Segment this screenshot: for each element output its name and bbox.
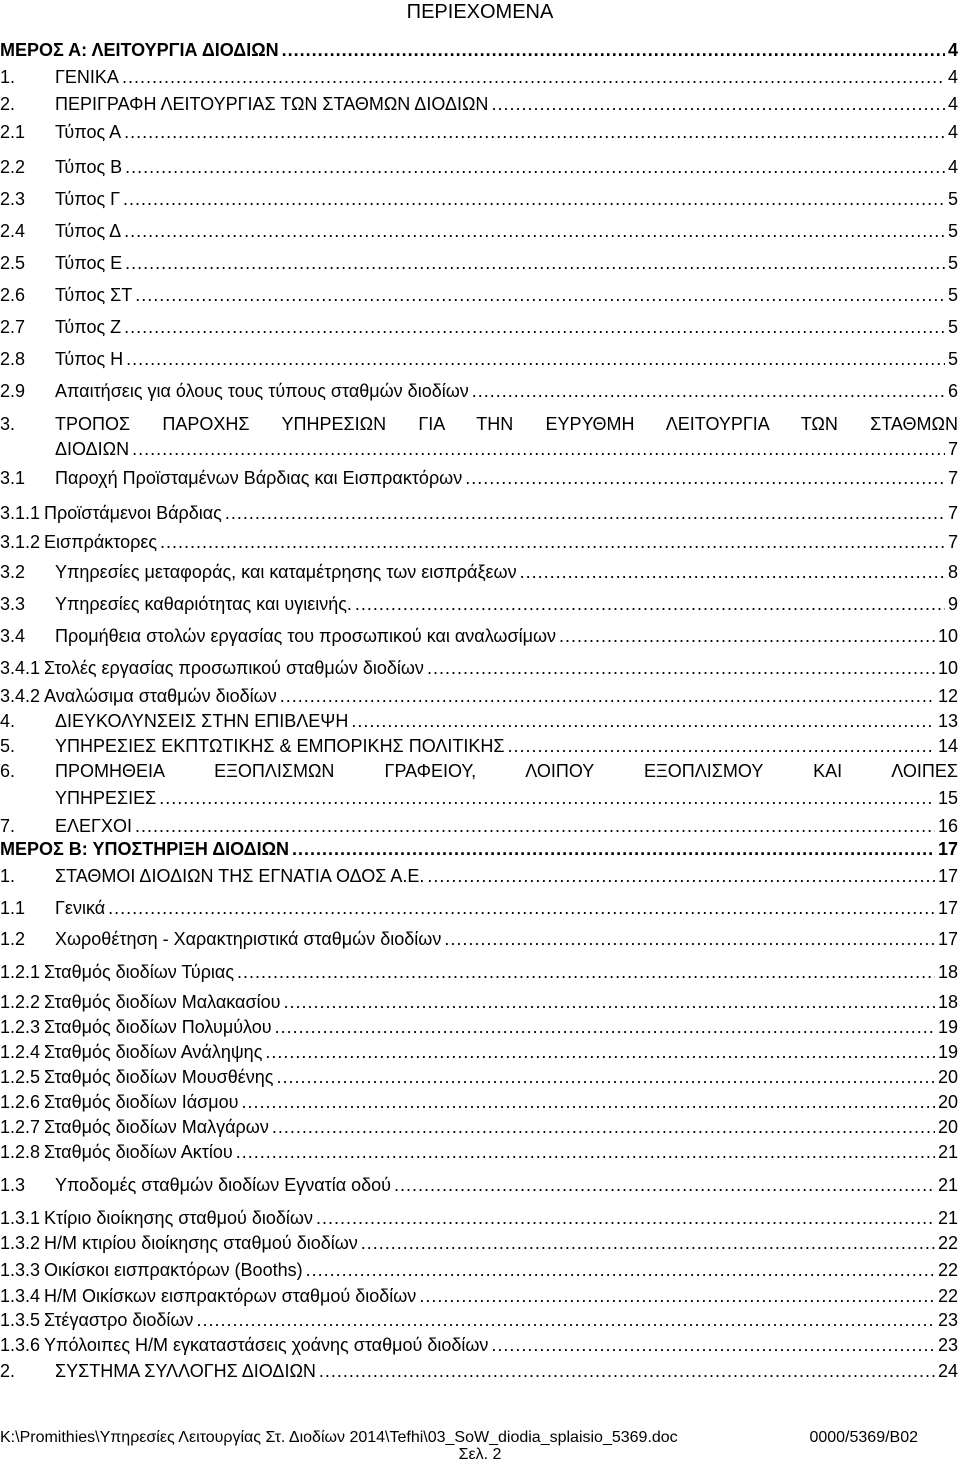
toc-entry[interactable] [0, 65, 958, 89]
toc-entry-number: 1.2 [0, 929, 26, 949]
toc-entry-number: 3.4.2 [0, 684, 44, 708]
toc-dot-leader [237, 960, 935, 984]
toc-dot-leader [316, 1206, 935, 1230]
toc-dot-leader [361, 1231, 935, 1255]
toc-entry-number: 7. [0, 816, 16, 836]
toc-entry-number: 2.4 [0, 221, 26, 241]
toc-dot-leader [135, 814, 935, 838]
toc-entry-page: 9 [945, 592, 958, 616]
toc-entry-label: Αναλώσιμα σταθμών διοδίων [44, 684, 280, 708]
toc-entry[interactable] [0, 1173, 958, 1197]
toc-entry[interactable] [0, 283, 958, 307]
toc-entry-label: ΣΤΑΘΜΟΙ ΔΙΟΔΙΩΝ ΤΗΣ ΕΓΝΑΤΙΑ ΟΔΟΣ Α.Ε. [55, 864, 427, 888]
toc-entry[interactable] [0, 155, 958, 179]
toc-entry[interactable] [0, 187, 958, 211]
toc-dot-leader [355, 592, 945, 616]
toc-entry-number: 3.4.1 [0, 656, 44, 680]
toc-entry-label: Τύπος ΣΤ [55, 283, 135, 307]
toc-entry-page: 16 [935, 814, 958, 838]
toc-entry-page: 5 [945, 219, 958, 243]
toc-dot-leader [108, 896, 935, 920]
toc-dot-leader [272, 1115, 935, 1139]
toc-dot-leader [491, 92, 945, 116]
toc-entry-number: 1.1 [0, 898, 26, 918]
toc-entry-page: 18 [935, 990, 958, 1014]
toc-entry-number: 2.9 [0, 381, 26, 401]
toc-entry-number: 1.2.1 [0, 960, 44, 984]
toc-entry-number: 6. [0, 761, 16, 781]
toc-entry-number: 1.2.3 [0, 1015, 44, 1039]
toc-entry-label: Υπόλοιπες Η/Μ εγκαταστάσεις χοάνης σταθμού διοδίων [44, 1333, 491, 1357]
toc-entry-label: Σταθμός διοδίων Πολυμύλου [44, 1015, 275, 1039]
toc-entry-label: Προϊστάμενοι Βάρδιας [44, 501, 225, 525]
toc-entry-page: 22 [935, 1284, 958, 1308]
toc-entry-number: 3.1 [0, 468, 26, 488]
toc-entry-page: 17 [935, 927, 958, 951]
toc-entry-page: 4 [945, 120, 958, 144]
toc-entry-number: 2. [0, 1361, 16, 1381]
toc-entry-page: 7 [945, 501, 958, 525]
toc-entry[interactable] [0, 1015, 958, 1039]
toc-entry-label: ΥΠΗΡΕΣΙΕΣ [55, 786, 159, 810]
toc-entry-label: Στέγαστρο διοδίων [44, 1308, 196, 1332]
toc-entry-number: 1. [0, 67, 16, 87]
toc-entry-number: 3.4 [0, 626, 26, 646]
toc-entry-label: Τύπος Β [55, 155, 125, 179]
toc-entry-label: Τύπος Η [55, 347, 126, 371]
toc-entry-label: Τύπος Δ [55, 219, 124, 243]
toc-dot-leader [427, 656, 935, 680]
toc-entry-label: Σταθμός διοδίων Ακτίου [44, 1140, 236, 1164]
toc-entry-label: ΜΕΡΟΣ Α: ΛΕΙΤΟΥΡΓΙΑ ΔΙΟΔΙΩΝ [0, 38, 282, 62]
footer [0, 1428, 958, 1448]
toc-entry-page: 18 [935, 960, 958, 984]
toc-entry-page: 4 [945, 155, 958, 179]
toc-entry[interactable] [0, 1040, 958, 1064]
toc-entry[interactable] [0, 412, 958, 436]
toc-entry[interactable] [0, 990, 958, 1014]
toc-entry-page: 10 [935, 656, 958, 680]
toc-entry-number: 1.3.4 [0, 1284, 44, 1308]
toc-entry[interactable] [0, 709, 958, 733]
toc-entry-page: 7 [945, 437, 958, 461]
toc-entry-label: Τύπος Ε [55, 251, 125, 275]
toc-entry[interactable] [0, 560, 958, 584]
toc-entry[interactable] [0, 624, 958, 648]
toc-entry-page: 17 [935, 864, 958, 888]
toc-dot-leader [292, 837, 935, 861]
toc-entry-number: 1.2.4 [0, 1040, 44, 1064]
toc-entry-label: ΥΠΗΡΕΣΙΕΣ ΕΚΠΤΩΤΙΚΗΣ & ΕΜΠΟΡΙΚΗΣ ΠΟΛΙΤΙΚΗΣ [55, 734, 508, 758]
toc-entry[interactable] [0, 1231, 958, 1255]
toc-entry-page: 20 [935, 1115, 958, 1139]
toc-entry[interactable] [0, 92, 958, 116]
toc-entry-label: Σταθμός διοδίων Μαλακασίου [44, 990, 283, 1014]
toc-entry-label: ΕΛΕΓΧΟΙ [55, 814, 135, 838]
toc-entry-page: 24 [935, 1359, 958, 1383]
toc-entry[interactable] [0, 656, 958, 680]
toc-entry-number: 3.2 [0, 562, 26, 582]
toc-entry[interactable] [0, 437, 958, 461]
toc-dot-leader [275, 1015, 935, 1039]
toc-entry-number: 1.2.5 [0, 1065, 44, 1089]
toc-entry[interactable] [0, 219, 958, 243]
toc-entry[interactable] [0, 864, 958, 888]
toc-entry-page: 7 [945, 466, 958, 490]
toc-entry-page: 14 [935, 734, 958, 758]
toc-entry-page: 7 [945, 530, 958, 554]
toc-dot-leader [520, 560, 945, 584]
toc-entry-number: 1.3.2 [0, 1231, 44, 1255]
toc-entry-number: 1.3 [0, 1175, 26, 1195]
toc-entry-label: ΤΡΟΠΟΣ ΠΑΡΟΧΗΣ ΥΠΗΡΕΣΙΩΝ ΓΙΑ ΤΗΝ ΕΥΡΥΘΜΗ ΛΕΙΤΟΥΡΓΙΑ ΤΩΝ ΣΤΑΘΜΩΝ [55, 414, 958, 434]
toc-entry[interactable] [0, 315, 958, 339]
toc-entry[interactable] [0, 38, 958, 62]
toc-entry-number: 1.2.7 [0, 1115, 44, 1139]
toc-dot-leader [159, 786, 935, 810]
toc-entry[interactable] [0, 734, 958, 758]
toc-entry-page: 15 [935, 786, 958, 810]
toc-entry-page: 5 [945, 347, 958, 371]
toc-dot-leader [236, 1140, 935, 1164]
toc-entry[interactable] [0, 120, 958, 144]
toc-entry[interactable] [0, 1333, 958, 1357]
toc-entry-page: 4 [945, 65, 958, 89]
toc-entry-label: Οικίσκοι εισπρακτόρων (Booths) [44, 1258, 306, 1282]
toc-dot-leader [559, 624, 935, 648]
toc-entry-number: 5. [0, 736, 16, 756]
toc-entry-page: 5 [945, 315, 958, 339]
toc-entry-label: Υπηρεσίες καθαριότητας και υγιεινής. [55, 592, 355, 616]
toc-entry[interactable] [0, 837, 958, 861]
toc-dot-leader [196, 1308, 935, 1332]
toc-entry-number: 2.3 [0, 189, 26, 209]
toc-entry-page: 21 [935, 1173, 958, 1197]
toc-dot-leader [125, 251, 945, 275]
toc-entry[interactable] [0, 251, 958, 275]
toc-entry-label: Στολές εργασίας προσωπικού σταθμών διοδίων [44, 656, 427, 680]
toc-entry-page: 5 [945, 283, 958, 307]
toc-entry-page: 4 [945, 38, 958, 62]
toc-entry[interactable] [0, 466, 958, 490]
toc-entry-label: ΠΕΡΙΓΡΑΦΗ ΛΕΙΤΟΥΡΓΙΑΣ ΤΩΝ ΣΤΑΘΜΩΝ ΔΙΟΔΙΩΝ [55, 92, 491, 116]
toc-entry-label: ΓΕΝΙΚΑ [55, 65, 122, 89]
toc-entry-number: 4. [0, 711, 16, 731]
toc-entry[interactable] [0, 684, 958, 708]
toc-entry-label: Παροχή Προϊσταμένων Βάρδιας και Εισπρακτόρων [55, 466, 465, 490]
toc-entry-number: 1.3.3 [0, 1258, 44, 1282]
toc-dot-leader [427, 864, 935, 888]
toc-dot-leader [351, 709, 935, 733]
toc-entry[interactable] [0, 759, 958, 783]
toc-entry[interactable] [0, 347, 958, 371]
toc-dot-leader [280, 684, 935, 708]
toc-entry-label: Γενικά [55, 896, 108, 920]
toc-entry-number: 2. [0, 94, 16, 114]
toc-entry[interactable] [0, 814, 958, 838]
toc-entry-label: ΣΥΣΤΗΜΑ ΣΥΛΛΟΓΗΣ ΔΙΟΔΙΩΝ [55, 1359, 319, 1383]
toc-entry-number: 1.2.2 [0, 990, 44, 1014]
toc-entry-label: ΜΕΡΟΣ Β: ΥΠΟΣΤΗΡΙΞΗ ΔΙΟΔΙΩΝ [0, 837, 292, 861]
toc-entry-number: 2.7 [0, 317, 26, 337]
toc-dot-leader [319, 1359, 935, 1383]
toc-dot-leader [419, 1284, 935, 1308]
toc-entry-label: Τύπος Γ [55, 187, 123, 211]
toc-entry[interactable] [0, 1308, 958, 1332]
toc-entry-label: Σταθμός διοδίων Μουσθένης [44, 1065, 276, 1089]
toc-entry-label: Απαιτήσεις για όλους τους τύπους σταθμών διοδίων [55, 379, 472, 403]
toc-dot-leader [123, 187, 945, 211]
toc-entry[interactable] [0, 530, 958, 554]
toc-entry-page: 12 [935, 684, 958, 708]
toc-entry[interactable] [0, 1065, 958, 1089]
toc-entry-page: 17 [935, 896, 958, 920]
toc-entry-page: 23 [935, 1308, 958, 1332]
toc-entry[interactable] [0, 786, 958, 810]
toc-entry[interactable] [0, 1206, 958, 1230]
toc-entry-page: 22 [935, 1231, 958, 1255]
toc-entry-label: Η/Μ Οικίσκων εισπρακτόρων σταθμού διοδίων [44, 1284, 419, 1308]
toc-entry-page: 5 [945, 187, 958, 211]
toc-dot-leader [124, 120, 945, 144]
toc-entry-page: 20 [935, 1065, 958, 1089]
toc-entry-page: 6 [945, 379, 958, 403]
toc-entry-number: 2.8 [0, 349, 26, 369]
toc-entry-label: ΠΡΟΜΗΘΕΙΑ ΕΞΟΠΛΙΣΜΩΝ ΓΡΑΦΕΙΟΥ, ΛΟΙΠΟΥ ΕΞΟΠΛΙΣΜΟΥ ΚΑΙ ΛΟΙΠΕΣ [55, 761, 958, 781]
toc-dot-leader [276, 1065, 935, 1089]
toc-entry[interactable] [0, 1115, 958, 1139]
toc-dot-leader [306, 1258, 935, 1282]
toc-entry-label: Κτίριο διοίκησης σταθμού διοδίων [44, 1206, 316, 1230]
toc-entry-page: 22 [935, 1258, 958, 1282]
toc-dot-leader [160, 530, 945, 554]
page-number: Σελ. 2 [458, 1446, 502, 1463]
toc-entry[interactable] [0, 927, 958, 951]
toc-entry-number: 3.1.2 [0, 530, 44, 554]
toc-dot-leader [283, 990, 935, 1014]
toc-dot-leader [491, 1333, 935, 1357]
toc-entry-label: ΔΙΕΥΚΟΛΥΝΣΕΙΣ ΣΤΗΝ ΕΠΙΒΛΕΨΗ [55, 709, 351, 733]
toc-entry-label: Σταθμός διοδίων Ανάληψης [44, 1040, 265, 1064]
toc-entry[interactable] [0, 1258, 958, 1282]
page-title: ΠΕΡΙΕΧΟΜΕΝΑ [406, 1, 554, 23]
toc-entry[interactable] [0, 379, 958, 403]
toc-entry-label: Τύπος Ζ [55, 315, 124, 339]
toc-entry[interactable] [0, 592, 958, 616]
toc-entry-page: 19 [935, 1015, 958, 1039]
toc-dot-leader [465, 466, 945, 490]
toc-entry-page: 21 [935, 1140, 958, 1164]
toc-dot-leader [124, 219, 945, 243]
toc-entry-page: 4 [945, 92, 958, 116]
footer-file-path: K:\Promithies\Υπηρεσίες Λειτουργίας Στ. Διοδίων 2014\Tefhi\03_SoW_diodia_splaisio_5369.doc [0, 1429, 678, 1446]
toc-dot-leader [394, 1173, 935, 1197]
toc-entry-number: 2.1 [0, 122, 26, 142]
toc-entry-number: 2.6 [0, 285, 26, 305]
toc-entry-page: 10 [935, 624, 958, 648]
toc-entry-label: Χωροθέτηση - Χαρακτηριστικά σταθμών διοδίων [55, 927, 444, 951]
toc-entry-number: 1.3.6 [0, 1333, 44, 1357]
toc-dot-leader [444, 927, 935, 951]
toc-dot-leader [122, 65, 945, 89]
toc-entry-number: 1.3.1 [0, 1206, 44, 1230]
toc-entry-number: 3.1.1 [0, 501, 44, 525]
toc-entry-number: 2.2 [0, 157, 26, 177]
toc-entry-number: 3.3 [0, 594, 26, 614]
toc-dot-leader [242, 1090, 935, 1114]
toc-entry[interactable] [0, 501, 958, 525]
toc-entry-number: 1.2.6 [0, 1090, 44, 1114]
toc-entry[interactable] [0, 896, 958, 920]
toc-entry-page: 21 [935, 1206, 958, 1230]
toc-entry-page: 19 [935, 1040, 958, 1064]
toc-entry-number: 1. [0, 866, 16, 886]
toc-dot-leader [126, 347, 945, 371]
toc-entry-page: 8 [945, 560, 958, 584]
toc-dot-leader [282, 38, 945, 62]
toc-entry-label: Προμήθεια στολών εργασίας του προσωπικού και αναλωσίμων [55, 624, 559, 648]
toc-dot-leader [124, 315, 945, 339]
toc-dot-leader [132, 437, 945, 461]
toc-entry-page: 17 [935, 837, 958, 861]
toc-entry-label: Σταθμός διοδίων Τύριας [44, 960, 237, 984]
toc-entry-label: Σταθμός διοδίων Μαλγάρων [44, 1115, 272, 1139]
toc-entry-page: 5 [945, 251, 958, 275]
toc-entry[interactable] [0, 1140, 958, 1164]
toc-dot-leader [135, 283, 945, 307]
toc-dot-leader [472, 379, 945, 403]
toc-entry[interactable] [0, 960, 958, 984]
toc-entry-page: 23 [935, 1333, 958, 1357]
toc-entry-page: 20 [935, 1090, 958, 1114]
toc-entry-label: Εισπράκτορες [44, 530, 160, 554]
toc-entry-number: 3. [0, 414, 16, 434]
toc-entry-label: Σταθμός διοδίων Ιάσμου [44, 1090, 241, 1114]
toc-entry[interactable] [0, 1284, 958, 1308]
toc-entry[interactable] [0, 1090, 958, 1114]
toc-entry-label: Υπηρεσίες μεταφοράς, και καταμέτρησης των εισπράξεων [55, 560, 520, 584]
toc-entry-label: ΔΙΟΔΙΩΝ [55, 437, 132, 461]
footer-document-code: 0000/5369/B02 [809, 1429, 918, 1446]
toc-dot-leader [508, 734, 935, 758]
toc-dot-leader [265, 1040, 935, 1064]
toc-entry-label: Υποδομές σταθμών διοδίων Εγνατία οδού [55, 1173, 394, 1197]
toc-entry-label: Τύπος Α [55, 120, 124, 144]
toc-entry-page: 13 [935, 709, 958, 733]
toc-entry-number: 1.2.8 [0, 1140, 44, 1164]
toc-entry-number: 2.5 [0, 253, 26, 273]
toc-entry-label: Η/Μ κτιρίου διοίκησης σταθμού διοδίων [44, 1231, 361, 1255]
toc-dot-leader [225, 501, 945, 525]
toc-entry-number: 1.3.5 [0, 1308, 44, 1332]
toc-dot-leader [125, 155, 945, 179]
toc-entry[interactable] [0, 1359, 958, 1383]
